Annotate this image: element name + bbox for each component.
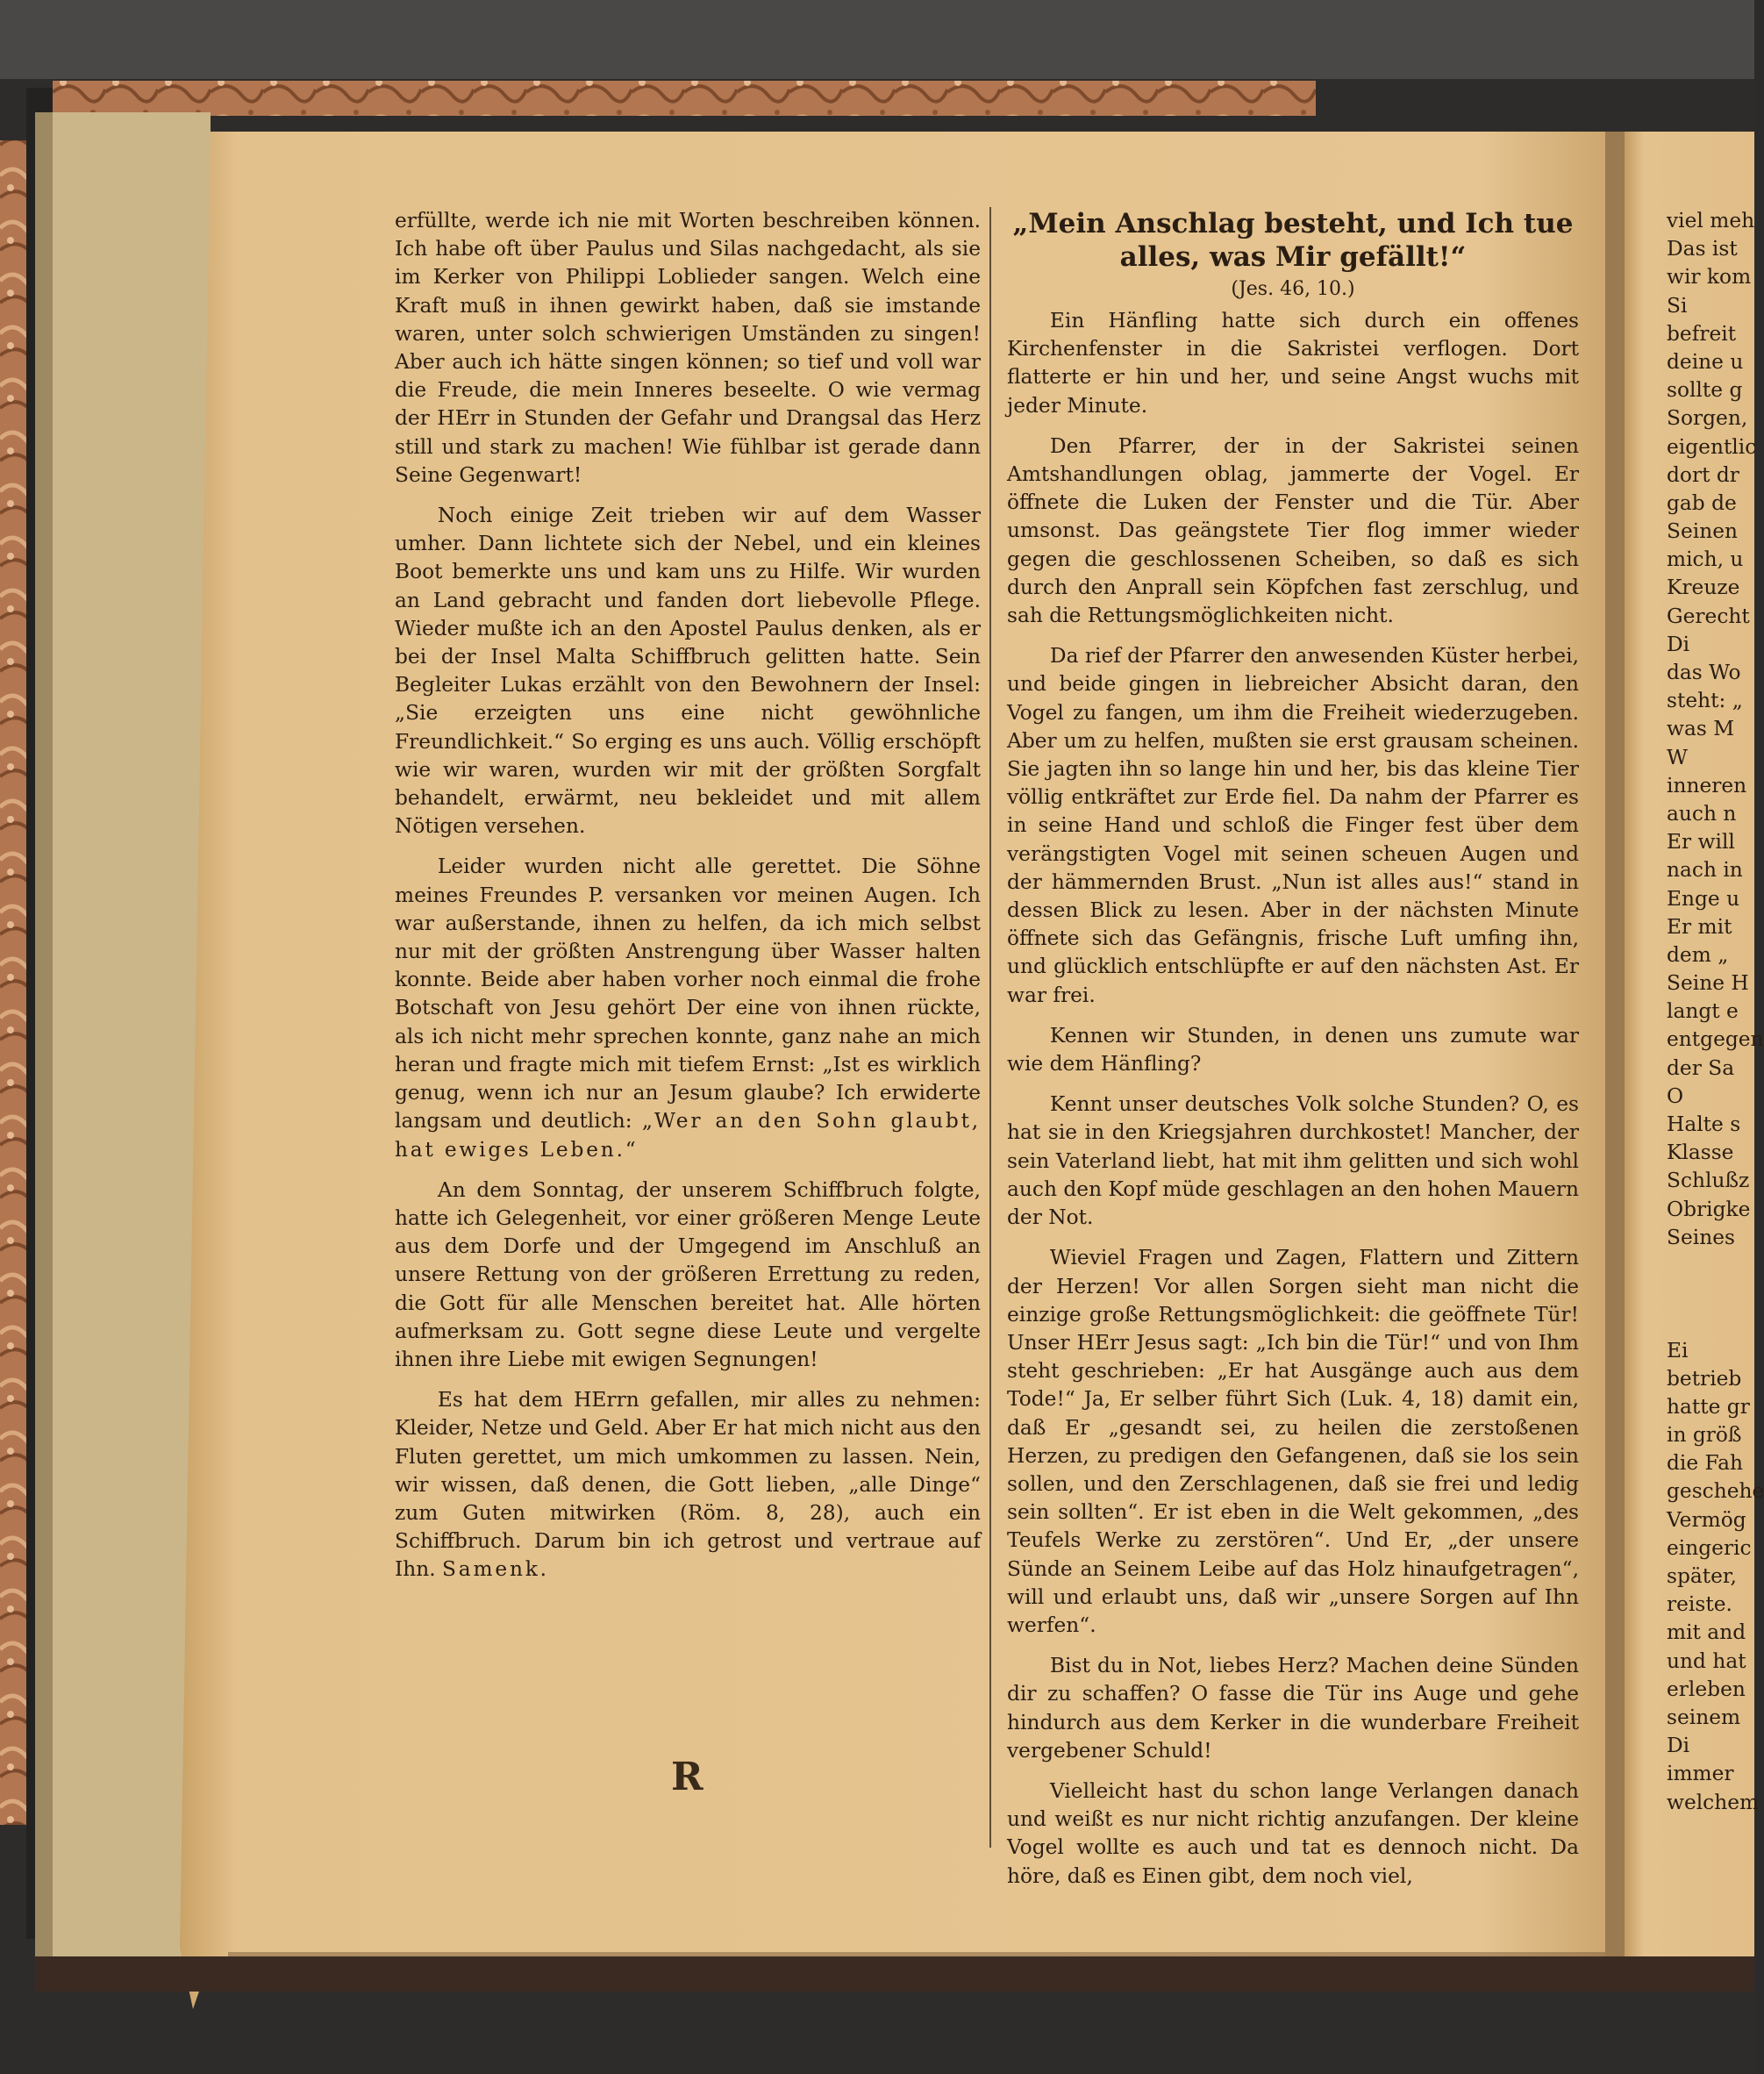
top-gray-strip — [0, 0, 1754, 79]
paragraph: Ein Hänfling hatte sich durch ein offenes Kirchenfenster in die Sakristei verflogen. Dort flatterte er hin und her, und seine Angst wuchs mit jeder Minute. — [1007, 309, 1579, 418]
next-page-line: später, — [1667, 1564, 1737, 1588]
right-column — [1007, 207, 1579, 1903]
next-page-line: entgegen — [1667, 1027, 1764, 1052]
printer-mark: R — [671, 1755, 703, 1799]
next-page-line: der Sa — [1667, 1055, 1735, 1080]
next-page-line: dort dr — [1667, 462, 1739, 487]
paragraph: Noch einige Zeit trieben wir auf dem Wasser umher. Dann lichtete sich der Nebel, und ein kleines Boot bemerkte uns und kam uns zu Hilfe. Wir wurden an Land gebracht und fanden dort liebevolle Pflege. Wieder mußte ich an den Apostel Paulus denken, als er bei der Insel Malta Schiffbruch gelitten hatte. Sein Begleiter Lukas erzählt von den Bewohnern der Insel: „Sie erzeigten uns eine nicht gewöhnliche Freundlichkeit.“ So erging es uns auch. Völlig erschöpft wie wir waren, wurden wir mit der größten Sorgfalt behandelt, erwärmt, neu bekleidet und mit allem Nötigen versehen. — [395, 504, 981, 839]
next-page-line: Gerecht — [1667, 604, 1750, 628]
next-page-line: O — [1667, 1083, 1684, 1108]
next-page-line: Schlußz — [1667, 1169, 1750, 1193]
next-page-line: Sorgen, — [1667, 406, 1748, 431]
next-page-line: hatte gr — [1667, 1394, 1750, 1419]
paragraph — [395, 1386, 981, 1584]
column-divider — [989, 207, 991, 1848]
next-page-line: Klasse — [1667, 1141, 1734, 1165]
next-page-line: Di — [1667, 1734, 1690, 1758]
next-page-line: W — [1667, 745, 1688, 769]
next-page-line: eingeric — [1667, 1535, 1752, 1560]
next-page-line: wir kom — [1667, 265, 1752, 290]
next-page-line: die Fah — [1667, 1451, 1744, 1476]
next-page-line: Halte s — [1667, 1112, 1741, 1136]
next-page-line — [1667, 1308, 1754, 1336]
paragraph-text: Leider wurden nicht alle gerettet. Die Söhne meines Freundes P. versanken vor meinen Augen. Ich war außerstande, ihnen zu helfen, da ich mich selbst nur mit der größten Anstrengung über Wasser halten konnte. Beide aber haben vorher noch einmal die frohe Botschaft von Jesu gehört Der eine von ihnen rückte, als ich nicht mehr sprechen konnte, ganz nahe an mich heran und fragte mich mit tiefem Ernst: „Ist es wirklich genug, wenn ich nur an Jesum glaube? Ich erwiderte langsam und deutlich: — [395, 855, 981, 1134]
paragraph — [395, 853, 981, 1163]
next-page-line: Obrigke — [1667, 1197, 1751, 1221]
next-page-line — [1667, 1280, 1754, 1308]
next-page-line: Das ist — [1667, 237, 1738, 261]
next-page-line: langt e — [1667, 999, 1739, 1024]
next-page-line: Seines — [1667, 1225, 1735, 1249]
next-page-line: gab de — [1667, 490, 1737, 515]
page-edges-stack — [35, 112, 211, 1963]
next-page-line: mit and — [1667, 1620, 1746, 1645]
paragraph: Kennt unser deutsches Volk solche Stunden? O, es hat sie in den Kriegsjahren durchkostet! Mancher, der sein Vaterland liebt, hat mit ihm gelitten und sich wohl auch den Kopf müde geschlagen an den hohen Mauern der Not. — [1007, 1092, 1579, 1230]
next-page-line: Si — [1667, 293, 1688, 318]
next-page-line: Er will — [1667, 830, 1735, 855]
next-page-line: erleben — [1667, 1677, 1746, 1701]
next-page-line: Seinen — [1667, 519, 1738, 544]
marbled-cover-top — [53, 81, 1316, 116]
next-page-line: das Wo — [1667, 661, 1741, 684]
next-page-line: reiste. — [1667, 1592, 1732, 1617]
next-page-line: Seine H — [1667, 971, 1749, 996]
next-page-line: seinem — [1667, 1705, 1741, 1729]
author-signature: Samenk. — [442, 1557, 549, 1582]
paragraph: Da rief der Pfarrer den anwesenden Küster herbei, und beide gingen in liebreicher Absicht daran, den Vogel zu fangen, um ihm die Freiheit wiederzugeben. Aber um zu helfen, mußten sie erst grausam scheinen. Sie jagten ihn so lange hin und her, bis das kleine Tier völlig entkräftet zur Erde fiel. Da nahm der Pfarrer es in seine Hand und schloß die Finger fest über dem verängstigten Vogel mit seinen scheuen Augen und der hämmernden Brust. „Nun ist alles aus!“ stand in dessen Blick zu lesen. Aber in der nächsten Minute öffnete sich das Gefängnis, frische Luft umfing ihn, und glücklich entschlüpfte er auf den nächsten Ast. Er war frei. — [1007, 644, 1579, 1007]
left-column — [395, 207, 981, 1597]
next-page-line: geschehe — [1667, 1479, 1764, 1504]
paragraph: Wieviel Fragen und Zagen, Flattern und Zittern der Herzen! Vor allen Sorgen sieht man nicht die einzige große Rettungsmöglichkeit: die geöffnete Tür! Unser HErr Jesus sagt: „Ich bin die Tür!“ und von Ihm steht geschrieben: „Er hat Ausgänge auch aus dem Tode!“ Ja, Er selber führt Sich (Luk. 4, 18) damit ein, daß Er „gesandt sei, zu heilen die zerstoßenen Herzen, zu predigen den Gefangenen, daß sie los sein sollen, und den Zerschlagenen, daß sie frei und ledig sein sollten“. Er ist eben in die Welt gekommen, „des Teufels Werke zu zerstören“. Und Er, „der unsere Sünde an Seinem Leibe auf das Holz hinaufgetragen“, will und erlaubt uns, daß wir „unsere Sorgen auf Ihn werfen“. — [1007, 1246, 1579, 1637]
next-page-line: befreit — [1667, 321, 1737, 346]
paragraph: erfüllte, werde ich nie mit Worten beschreiben können. Ich habe oft über Paulus und Silas nachgedacht, als sie im Kerker von Philippi Loblieder sangen. Welch eine Kraft muß in ihnen gewirkt haben, daß sie imstande waren, unter solch schwierigen Umständen zu singen! Aber auch ich hätte singen können; so tief und voll war die Freude, die mein Inneres beseelte. O wie vermag der HErr in Stunden der Gefahr und Drangsal das Herz still und stark zu machen! Wie fühlbar ist gerade dann Seine Gegenwart! — [395, 209, 981, 487]
paragraph-text: Es hat dem HErrn gefallen, mir alles zu nehmen: Kleider, Netze und Geld. Aber Er hat mich nicht aus den Fluten gerettet, um mich umkommen zu lassen. Nein, wir wissen, daß denen, die Gott lieben, „alle Dinge“ zum Guten mitwirken (Röm. 8, 28), auch ein Schiffbruch. Darum bin ich getrost und vertraue auf Ihn. — [395, 1388, 981, 1582]
bottom-board — [35, 1956, 1754, 1992]
bible-reference: (Jes. 46, 10.) — [1231, 278, 1355, 300]
next-page-line: nach in — [1667, 858, 1743, 883]
next-page-line: dem „ — [1667, 942, 1729, 967]
next-page-line: immer — [1667, 1762, 1734, 1786]
next-page-line: was M — [1667, 717, 1735, 741]
article-title: „Mein Anschlag besteht, und Ich tue alles, was Mir gefällt!“ — [1012, 208, 1574, 273]
next-page-line: Kreuze — [1667, 576, 1740, 600]
next-page-line: Vermög — [1667, 1507, 1746, 1532]
next-page-line: Er mit — [1667, 914, 1732, 939]
next-page-line: inneren — [1667, 773, 1747, 797]
page-edges-shadow — [35, 112, 53, 1963]
paragraph: An dem Sonntag, der unserem Schiffbruch folgte, hatte ich Gelegenheit, vor einer größeren Menge Leute aus dem Dorfe und der Umgegend im Anschluß an unsere Rettung von der größeren Errettung zu reden, die Gott für alle Menschen bereitet hat. Alle hörten aufmerksam zu. Gott segne diese Leute und vergelte ihnen ihre Liebe mit ewigen Segnungen! — [395, 1177, 981, 1371]
next-page-line: und hat — [1667, 1648, 1746, 1673]
paragraph: Den Pfarrer, der in der Sakristei seinen Amtshandlungen oblag, jammerte der Vogel. Er öffnete die Luken der Fenster und die Tür. Aber umsonst. Das geängstete Tier flog immer wieder gegen die geschlossenen Scheiben, so daß es sich durch den Anprall sein Köpfchen fast zerschlug, und sah die Rettungsmöglichkeiten nicht. — [1007, 433, 1579, 628]
next-page-line: auch n — [1667, 801, 1737, 826]
next-page-line: mich, u — [1667, 547, 1744, 572]
next-page-line: viel meh — [1667, 209, 1755, 232]
paragraph: Vielleicht hast du schon lange Verlangen danach und weißt es nur nicht richtig anzufangen. Der kleine Vogel wollte es auch und tat es dennoch nicht. Da höre, daß es Einen gibt, dem noch viel, — [1007, 1778, 1579, 1888]
next-page-line: Enge u — [1667, 886, 1740, 911]
next-page-line — [1667, 1252, 1754, 1280]
next-page-line: betrieb — [1667, 1366, 1742, 1391]
next-page-line: Di — [1667, 632, 1690, 656]
next-page-line: steht: „ — [1667, 689, 1743, 713]
spaced-quote: „Wer an den Sohn glaubt, hat ewiges Leben.“ — [395, 1109, 982, 1162]
next-page-line: deine u — [1667, 349, 1744, 374]
next-page-line: in größ — [1667, 1423, 1742, 1448]
next-page-line: eigentlic — [1667, 434, 1757, 459]
paragraph: Bist du in Not, liebes Herz? Machen deine Sünden dir zu schaffen? O fasse die Tür ins Auge und gehe hindurch aus dem Kerker in die wunderbare Freiheit vergebener Schuld! — [1007, 1654, 1579, 1763]
next-page-line: welchem — [1667, 1790, 1760, 1814]
next-page-line: sollte g — [1667, 378, 1743, 403]
next-page-fragments — [1667, 207, 1764, 1817]
next-page-line: Ei — [1667, 1338, 1689, 1362]
paragraph: Kennen wir Stunden, in denen uns zumute war wie dem Hänfling? — [1007, 1023, 1579, 1076]
